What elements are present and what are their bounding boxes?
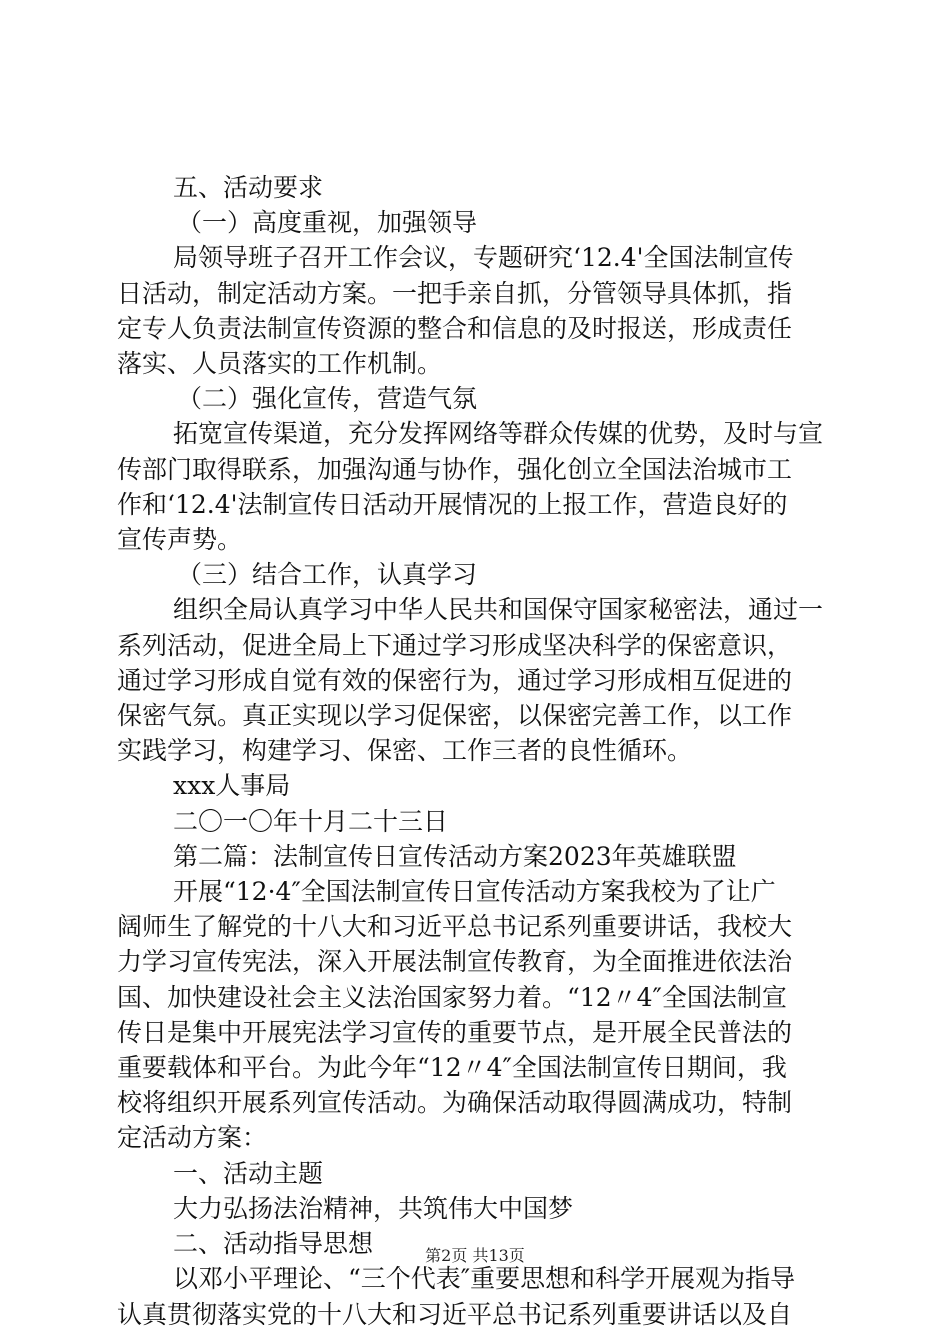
- paragraph-line: 传日是集中开展宪法学习宣传的重要节点，是开展全民普法的: [117, 1017, 793, 1047]
- signature-date: 二〇一〇年十月二十三日: [173, 806, 449, 836]
- paragraph-line: 宣传声势。: [117, 525, 243, 555]
- paragraph-line: 落实、人员落实的工作机制。: [117, 349, 443, 379]
- subsection-heading: （三）结合工作，认真学习: [177, 560, 478, 590]
- paragraph-line: 传部门取得联系，加强沟通与协作，强化创立全国法治城市工: [117, 454, 793, 484]
- paragraph-line: 局领导班子召开工作会议，专题研究‘12.4'全国法制宣传: [173, 243, 794, 273]
- page-number-label: 第2页 共13页: [425, 1246, 525, 1265]
- paragraph-line: 日活动，制定活动方案。一把手亲自抓，分管领导具体抓，指: [117, 278, 793, 308]
- paragraph-line: 认真贯彻落实党的十八大和习近平总书记系列重要讲话以及自: [117, 1299, 793, 1329]
- paragraph-line: 重要载体和平台。为此今年“12〃4″全国法制宣传日期间，我: [117, 1053, 787, 1083]
- paragraph-line: 组织全局认真学习中华人民共和国保守国家秘密法，通过一: [173, 595, 824, 625]
- paragraph-line: 阔师生了解党的十八大和习近平总书记系列重要讲话，我校大: [117, 912, 793, 942]
- paragraph-line: 系列活动，促进全局上下通过学习形成坚决科学的保密意识，: [117, 630, 793, 660]
- paragraph-line: 作和‘12.4'法制宣传日活动开展情况的上报工作，营造良好的: [117, 489, 788, 519]
- theme-line: 大力弘扬法治精神，共筑伟大中国梦: [173, 1193, 574, 1223]
- section-heading: 二、活动指导思想: [173, 1229, 374, 1259]
- paragraph-line: 国、加快建设社会主义法治国家努力着。“12〃4″全国法制宣: [117, 982, 787, 1012]
- paragraph-line: 校将组织开展系列宣传活动。为确保活动取得圆满成功，特制: [117, 1088, 793, 1118]
- subsection-heading: （一）高度重视，加强领导: [177, 208, 478, 238]
- paragraph-line: 以邓小平理论、“三个代表″重要思想和科学开展观为指导: [173, 1264, 796, 1294]
- subsection-heading: （二）强化宣传，营造气氛: [177, 384, 478, 414]
- page-footer: [0, 1243, 950, 1266]
- paragraph-line: 保密气氛。真正实现以学习促保密，以保密完善工作，以工作: [117, 701, 793, 731]
- section-heading: 五、活动要求: [173, 173, 324, 202]
- paragraph-line: 定活动方案：: [117, 1123, 268, 1153]
- section-heading: 一、活动主题: [173, 1158, 324, 1188]
- signature-organization: xxx人事局: [173, 771, 291, 801]
- paragraph-line: 实践学习，构建学习、保密、工作三者的良性循环。: [117, 736, 693, 766]
- paragraph-line: 力学习宣传宪法，深入开展法制宣传教育，为全面推进依法治: [117, 947, 793, 977]
- paragraph-line: 通过学习形成自觉有效的保密行为，通过学习形成相互促进的: [117, 665, 793, 695]
- document-body: [117, 170, 837, 1332]
- paragraph-line: 开展“12·4″全国法制宣传日宣传活动方案我校为了让广: [173, 877, 776, 907]
- chapter-title: 第二篇：法制宣传日宣传活动方案2023年英雄联盟: [173, 841, 737, 871]
- paragraph-line: 定专人负责法制宣传资源的整合和信息的及时报送，形成责任: [117, 313, 793, 343]
- paragraph-line: 拓宽宣传渠道，充分发挥网络等群众传媒的优势，及时与宣: [173, 419, 824, 449]
